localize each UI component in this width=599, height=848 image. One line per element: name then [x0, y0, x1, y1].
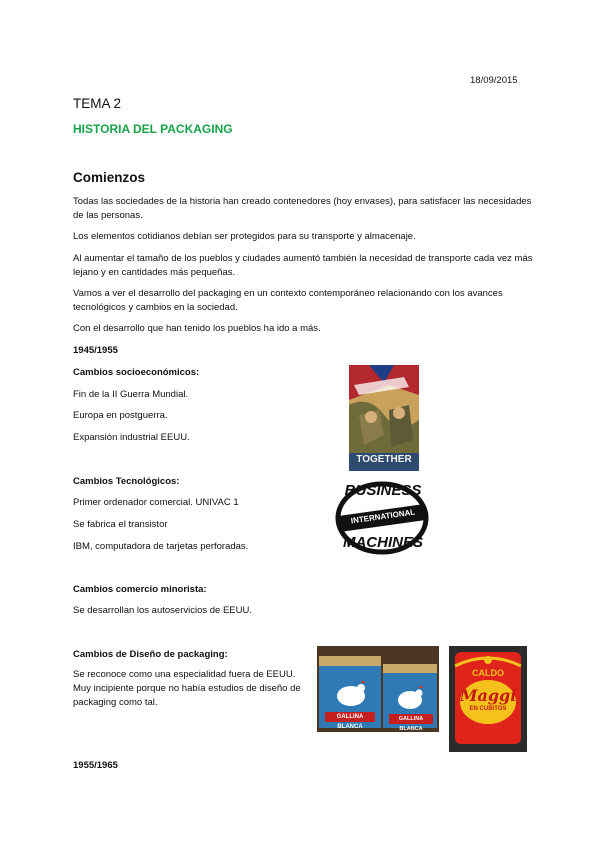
ibm-bottom-word: MACHINES	[342, 534, 423, 551]
ibm-middle-word: INTERNATIONAL	[350, 507, 416, 526]
paragraph: Los elementos cotidianos debían ser protegidos para su transporte y almacenaje.	[73, 231, 416, 242]
document-date: 18/09/2015	[470, 75, 518, 86]
maggi-caldo-text: CALDO	[472, 668, 504, 678]
paragraph: Vamos a ver el desarrollo del packaging en un contexto contemporáneo relacionando con los avances tecnológicos y cambios en la sociedad.	[73, 288, 503, 313]
paragraph: Con el desarrollo que han tenido los pueblos ha ido a más.	[73, 323, 321, 334]
paragraph: Al aumentar el tamaño de los pueblos y ciudades aumentó también la necesidad de transporte cada vez más lejano y en cantidades más pequeñas.	[73, 253, 533, 278]
design-heading: Cambios de Diseño de packaging:	[73, 649, 228, 660]
socio-heading: Cambios socioeconómicos:	[73, 367, 200, 378]
list-item: IBM, computadora de tarjetas perforadas.	[73, 541, 249, 552]
ibm-top-word: BUSINESS	[344, 482, 422, 499]
list-item: Primer ordenador comercial. UNIVAC 1	[73, 497, 239, 508]
list-item: Europa en postguerra.	[73, 410, 168, 421]
section-heading-comienzos: Comienzos	[73, 170, 146, 185]
tin-label: GALLINA BLANCA	[398, 716, 424, 732]
topic-title: HISTORIA DEL PACKAGING	[73, 122, 233, 136]
design-paragraph: Se reconoce como una especialidad fuera de EEUU. Muy incipiente porque no había estudios de diseño de packaging como tal.	[73, 669, 301, 708]
list-item: Expansión industrial EEUU.	[73, 432, 190, 443]
tin-label: GALLINA BLANCA	[336, 714, 364, 730]
period-heading: 1955/1965	[73, 760, 118, 771]
paragraph: Todas las sociedades de la historia han creado contenedores (hoy envases), para satisfacer las necesidades de las personas.	[73, 196, 532, 221]
maggi-sub-text: EN CUBITOS	[469, 706, 507, 712]
retail-heading: Cambios comercio minorista:	[73, 584, 207, 595]
list-item: Se desarrollan los autoservicios de EEUU.	[73, 605, 253, 616]
gallina-blanca-tins-image	[317, 646, 439, 732]
period-heading: 1945/1955	[73, 345, 118, 356]
poster-caption: TOGETHER	[356, 454, 412, 465]
list-item: Fin de la II Guerra Mundial.	[73, 389, 189, 400]
together-poster-image	[349, 365, 419, 471]
ibm-logo-image	[330, 478, 434, 558]
topic-number: TEMA 2	[73, 96, 122, 111]
tech-heading: Cambios Tecnológicos:	[73, 476, 180, 487]
list-item: Se fabrica el transistor	[73, 519, 168, 530]
maggi-brand-text: Maggi	[459, 686, 517, 705]
maggi-tin-image	[449, 646, 527, 752]
